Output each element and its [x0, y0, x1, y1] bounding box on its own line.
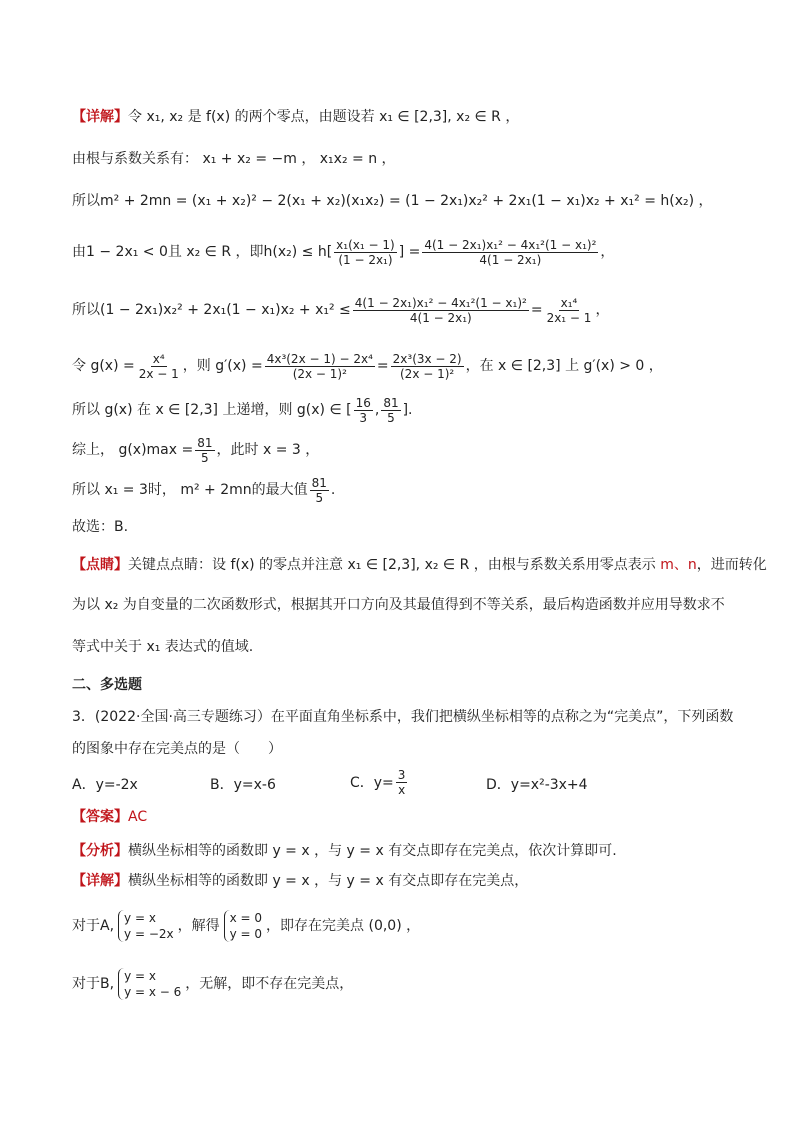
question-line-1: 3．(2022·全国·高三专题练习）在平面直角坐标系中，我们把横纵坐标相等的点称之为“完美点”，下列函数 [72, 709, 734, 725]
detail-line-10: 故选：B. [72, 519, 129, 535]
detail2-line-1: 【详解】横纵坐标相等的函数即 y = x ，与 y = x 有交点即存在完美点， [72, 873, 529, 889]
fraction: $\frac{\text{4(1 − 2x₁)x₁² − 4x₁²(1 − x₁)²}}{\text{4(1 − 2x₁)}}$ [354, 295, 527, 325]
detail2-tag: 【详解】 [72, 873, 128, 889]
detail2-case-a: 对于A, y = x y = −2x ，解得 x = 0 y = 0 ，即存在完美点 (0,0) ， [72, 911, 421, 941]
answer-line [72, 808, 147, 826]
keypoint-line-3: 等式中关于 x₁ 表达式的值域. [72, 639, 254, 655]
fraction: $\frac{\text{x₁⁴}}{\text{2x₁ − 1}}$ [546, 295, 592, 325]
detail-line-9: 所以 x₁ = 3时， m² + 2mn的最大值 $\frac{81}{5}$ . [72, 475, 336, 505]
fraction: $\frac{81}{5}$ [197, 435, 213, 465]
fraction: $\frac{\text{4(1 − 2x₁)x₁² − 4x₁²(1 − x₁)²}}{\text{4(1 − 2x₁)}}$ [424, 237, 597, 267]
detail-line-3: 所以m² + 2mn = (x₁ + x₂)² − 2(x₁ + x₂)(x₁x₂) = (1 − 2x₁)x₂² + 2x₁(1 − x₁)x₂ + x₁² = h(x₂) ， [72, 193, 713, 209]
option-b: B．y=x-6 [210, 777, 276, 793]
fraction: $\frac{81}{5}$ [311, 475, 327, 505]
keypoint-tag: 【点睛】 [72, 557, 128, 573]
fraction: $\frac{3}{x}$ [397, 767, 406, 797]
detail-line-4: 由1 − 2x₁ < 0且 x₂ ∈ R ，即h(x₂) ≤ h[ $\frac{\text{x₁(x₁ − 1)}}{\text{(1 − 2x₁)}}$ ] = $\frac{\text{4(1 − 2x₁)x₁² − 4x₁²(1 − x₁)²}}{\text{4(1 − 2x₁)}}$ ， [72, 237, 615, 267]
equation-system: x = 0 y = 0 [224, 910, 262, 942]
answer-value: AC [128, 809, 148, 825]
answer-tag: 【答案】 [72, 809, 128, 825]
fraction: $\frac{81}{5}$ [383, 395, 399, 425]
detail-line-2: 由根与系数关系有： x₁ + x₂ = −m ， x₁x₂ = n ， [72, 151, 396, 167]
fraction: $\frac{\text{2x³(3x − 2)}}{\text{(2x − 1)²}}$ [392, 351, 462, 381]
fraction: $\frac{\text{4x³(2x − 1) − 2x⁴}}{\text{(2x − 1)²}}$ [266, 351, 373, 381]
keypoint-line-1: 【点睛】关键点点睛：设 f(x) 的零点并注意 x₁ ∈ [2,3], x₂ ∈ R ，由根与系数关系用零点表示 m、n，进而转化 [72, 557, 767, 573]
detail-line-7: 所以 g(x) 在 x ∈ [2,3] 上递增，则 g(x) ∈ [ $\frac{16}{3}$ , $\frac{81}{5}$ ]. [72, 395, 413, 425]
equation-system: y = x y = x − 6 [118, 968, 181, 1000]
detail2-case-b: 对于B, y = x y = x − 6 ，无解，即不存在完美点， [72, 969, 354, 999]
analysis-line: 【分析】横纵坐标相等的函数即 y = x ，与 y = x 有交点即存在完美点，依次计算即可. [72, 843, 617, 859]
fraction: $\frac{16}{3}$ [355, 395, 371, 425]
option-d: D．y=x²-3x+4 [486, 777, 588, 793]
keypoint-line-2: 为以 x₂ 为自变量的二次函数形式，根据其开口方向及其最值得到不等关系，最后构造函数并应用导数求不 [72, 597, 725, 613]
detail-line-6: 令 g(x) = $\frac{\text{x⁴}}{2x - 1}$ ，则 g′(x) = $\frac{\text{4x³(2x − 1) − 2x⁴}}{\text{(2x − 1)²}}$ = $\frac{\text{2x³(3x − 2)}}{\text{(2x − 1)²}}$ ，在 x ∈ [2,3] 上 g′(x) > 0 ， [72, 351, 663, 381]
question-line-2: 的图象中存在完美点的是（ ） [72, 741, 282, 757]
detail-tag: 【详解】 [72, 109, 128, 125]
option-a: A．y=-2x [72, 777, 138, 793]
analysis-tag: 【分析】 [72, 843, 128, 859]
fraction: $\frac{\text{x₁(x₁ − 1)}}{\text{(1 − 2x₁)}}$ [336, 237, 395, 267]
detail-line-5: 所以(1 − 2x₁)x₂² + 2x₁(1 − x₁)x₂ + x₁² ≤ $\frac{\text{4(1 − 2x₁)x₁² − 4x₁²(1 − x₁)²}}{\text{4(1 − 2x₁)}}$ = $\frac{\text{x₁⁴}}{\text{2x₁ − 1}}$ ， [72, 295, 610, 325]
detail-line-1: 【详解】令 x₁, x₂ 是 f(x) 的两个零点，由题设若 x₁ ∈ [2,3], x₂ ∈ R ， [72, 109, 520, 125]
section-heading: 二、多选题 [72, 677, 142, 693]
detail-line-8: 综上， g(x)max = $\frac{81}{5}$ ，此时 x = 3 ， [72, 435, 320, 465]
fraction: $\frac{\text{x⁴}}{2x - 1}$ [138, 351, 179, 381]
option-c: C．y= $\frac{3}{x}$ [350, 767, 406, 797]
equation-system: y = x y = −2x [118, 910, 174, 942]
